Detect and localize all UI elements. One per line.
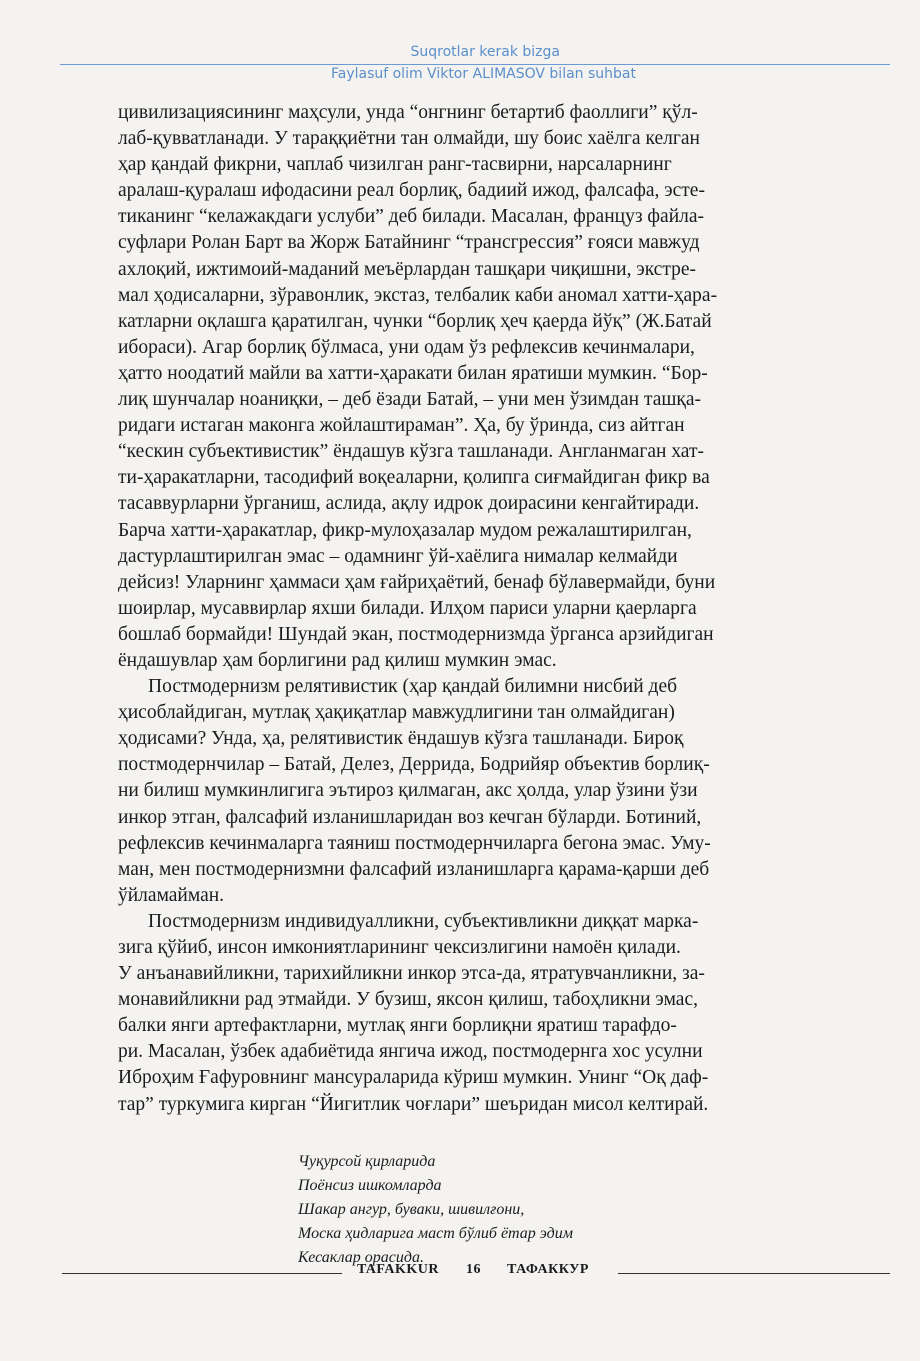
paragraph-3: Постмодернизм индивидуалликни, субъективликни диққат марка- зига қўйиб, инсон имкониятларининг чексизлигини намоён қилади. У анъанавийликни, тарихийликни инкор этса-да, ятратувчанликни, за- монавийликни рад этмайди. У бузиш, яксон қилиш, табоҳликни эмас, балки янги артефактларни, мутлақ янги борлиқни яратиш тарафдо- ри. Масалан, ўзбек адабиётида янгича ижод, постмодернга хос усулни Иброҳим Ғафуровнинг мансураларида кўриш мумкин. Унинг “Оқ даф- тар” туркумига кирган “Йигитлик чоғлари” шеъридан мисол келтирай. bbox=[118, 910, 709, 1115]
poem-line: Моска ҳидларига маст бўлиб ётар эдим bbox=[298, 1225, 573, 1242]
poem-line: Чуқурсой қирларида bbox=[298, 1153, 436, 1170]
article-body bbox=[118, 100, 830, 1118]
header-rule bbox=[60, 64, 890, 65]
running-header bbox=[60, 44, 890, 82]
header-title: Suqrotlar kerak bizga bbox=[410, 44, 560, 60]
paragraph-1: цивилизациясининг маҳсули, унда “онгнинг бетартиб фаоллиги” қўл- лаб-қувватланади. У тараққиётни тан олмайди, шу боис хаёлга келган ҳар қандай фикрни, чаплаб чизилган ранг-тасвирни, нарсаларнинг аралаш-қуралаш ифодасини реал борлиқ, бадиий ижод, фалсафа, эсте- тиканинг “келажакдаги услуби” деб билади. Масалан, француз файла- суфлари Ролан Барт ва Жорж Батайнинг “трансгрессия” ғояси мавжуд ахлоқий, ижтимоий-маданий меъёрлардан ташқари чиқишни, экстре- мал ҳодисаларни, зўравонлик, экстаз, телбалик каби аномал хатти-ҳара- катларни оқлашга қаратилган, чунки “борлиқ ҳеч қаерда йўқ” (Ж.Батай ибораси). Агар борлиқ бўлмаса, уни одам ўз рефлексив кечинмалари, ҳатто ноодатий майли ва хатти-ҳаракати билан яратиши мумкин. “Бор- лиқ шунчалар ноаниқки, – деб ёзади Батай, – уни мен ўзимдан ташқа- ридаги истаган маконга жойлаштираман”. Ҳа, бу ўринда, сиз айтган “кескин субъективистик” ёндашув кўзга ташланади. Англанмаган хат- ти-ҳаракатларни, тасодифий воқеаларни, қолипга сиғмайдиган фикр ва тасаввурларни ўрганиш, аслида, ақлу идрок доирасини кенгайтиради. Барча хатти-ҳаракатлар, фикр-мулоҳазалар мудом режалаштирилган, дастурлаштирилган эмас – одамнинг ўй-хаёлига нималар келмайди дейсиз! Уларнинг ҳаммаси ҳам ғайриҳаётий, бенаф бўлавермайди, буни шоирлар, мусаввирлар яхши билади. Илҳом париси уларни қаерларга бошлаб бормайди! Шундай экан, постмодернизмда ўрганса арзийдиган ёндашувлар ҳам борлигини рад қилиш мумкин эмас. bbox=[118, 102, 718, 671]
poem-line: Поёнсиз ишкомларда bbox=[298, 1177, 442, 1194]
header-subtitle: Faylasuf olim Viktor ALIMASOV bilan suhbat bbox=[330, 66, 636, 82]
poem-line: Шакар ангур, буваки, шивилғони, bbox=[298, 1201, 525, 1218]
footer-rule-left bbox=[62, 1273, 342, 1274]
paragraph-2: Постмодернизм релятивистик (ҳар қандай билимни нисбий деб ҳисоблайдиган, мутлақ ҳақиқатлар мавжудлигини тан олмайдиган) ҳодисами? Унда, ҳа, релятивистик ёндашув кўзга ташланади. Бироқ постмодернчилар – Батай, Делез, Деррида, Бодрийяр объектив борлиқ- ни билиш мумкинлигига эътироз қилмаган, акс ҳолда, улар ўзини ўзи инкор этган, фалсафий изланишларидан воз кечган бўларди. Ботиний, рефлексив кечинмаларга таяниш постмодернчиларга бегона эмас. Уму- ман, мен постмодернизмни фалсафий изланишларга қарама-қарши деб ўйламайман. bbox=[118, 676, 711, 906]
poem-line: Кесаклар орасида. bbox=[298, 1249, 424, 1266]
footer-journal-latin: TAFAKKUR bbox=[357, 1262, 440, 1277]
poem-quote bbox=[298, 1150, 573, 1270]
footer-rule-right bbox=[618, 1273, 890, 1274]
page-footer bbox=[62, 1262, 890, 1282]
page-number: 16 bbox=[466, 1262, 481, 1277]
footer-journal-cyrillic: ТАФАККУР bbox=[507, 1262, 589, 1277]
